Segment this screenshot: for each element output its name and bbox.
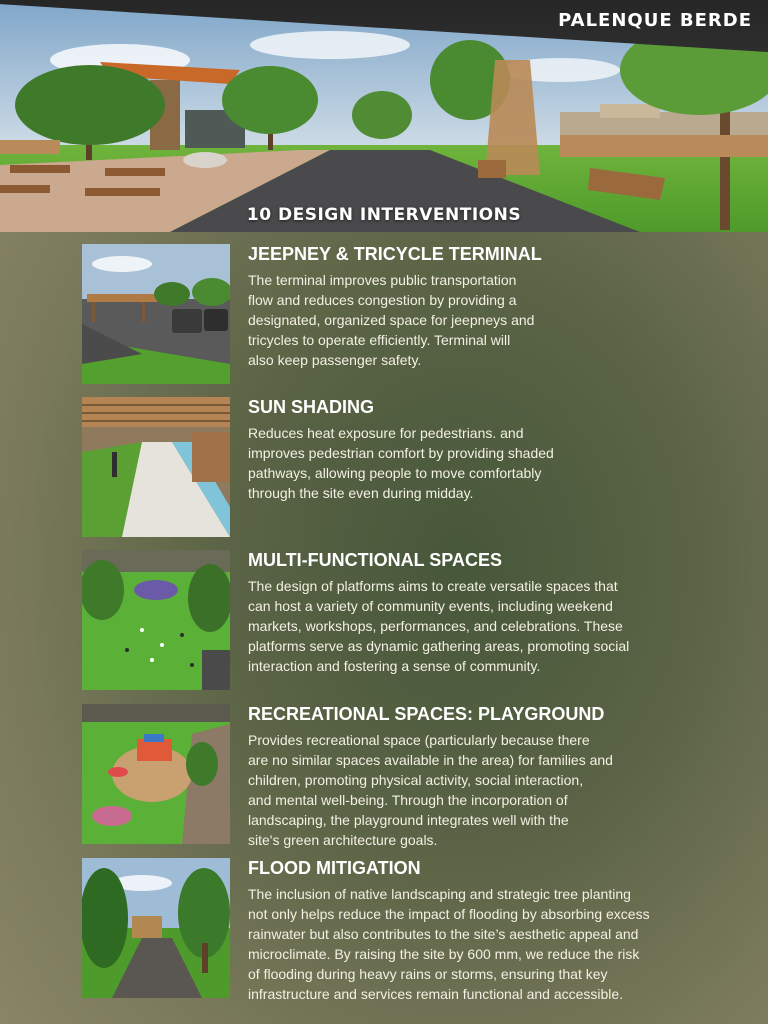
section-terminal <box>82 244 742 386</box>
description-line: through the site even during midday. <box>248 485 474 501</box>
section-sun-shading <box>82 397 742 539</box>
description-line: designated, organized space for jeepneys and <box>248 312 535 328</box>
description-line: markets, workshops, performances, and celebrations. These <box>248 618 623 634</box>
section-description <box>248 576 629 676</box>
playground-render-image <box>82 704 230 844</box>
section-title: JEEPNEY & TRICYCLE TERMINAL <box>248 244 542 264</box>
multi-functional-render-image <box>82 550 230 690</box>
hero-title: 10 DESIGN INTERVENTIONS <box>246 205 522 225</box>
section-title: MULTI-FUNCTIONAL SPACES <box>248 550 502 570</box>
section-title: FLOOD MITIGATION <box>248 858 421 878</box>
section-title: RECREATIONAL SPACES: PLAYGROUND <box>248 704 605 724</box>
description-line: site's green architecture goals. <box>248 832 438 848</box>
section-playground <box>82 704 742 846</box>
section-multi-functional <box>82 550 742 692</box>
section-description <box>248 884 650 1004</box>
description-line: microclimate. By raising the site by 600 mm, we reduce the risk <box>248 946 640 962</box>
description-line: improves pedestrian comfort by providing shaded <box>248 445 554 461</box>
description-line: infrastructure and services remain functional and accessible. <box>248 986 624 1002</box>
description-line: Reduces heat exposure for pedestrians. and <box>248 425 524 441</box>
description-line: not only helps reduce the impact of flooding by absorbing excess <box>248 906 650 922</box>
section-description <box>248 270 534 370</box>
section-description <box>248 423 554 503</box>
description-line: can host a variety of community events, including weekend <box>248 598 613 614</box>
section-description <box>248 730 613 850</box>
description-line: also keep passenger safety. <box>248 352 422 368</box>
description-line: and mental well-being. Through the incorporation of <box>248 792 568 808</box>
description-line: platforms serve as dynamic gathering areas, promoting social <box>248 638 630 654</box>
sun-shading-render-image <box>82 397 230 537</box>
flood-mitigation-render-image <box>82 858 230 998</box>
brand-title: PALENQUE BERDE <box>558 10 752 31</box>
description-line: landscaping, the playground integrates well with the <box>248 812 569 828</box>
description-line: The terminal improves public transportation <box>248 272 517 288</box>
description-line: rainwater but also contributes to the site’s aesthetic appeal and <box>248 926 639 942</box>
description-line: The design of platforms aims to create versatile spaces that <box>248 578 618 594</box>
description-line: pathways, allowing people to move comfortably <box>248 465 542 481</box>
description-line: children, promoting physical activity, social interaction, <box>248 772 584 788</box>
description-line: interaction and fostering a sense of community. <box>248 658 541 674</box>
description-line: tricycles to operate efficiently. Terminal will <box>248 332 511 348</box>
terminal-render-image <box>82 244 230 384</box>
description-line: of flooding during heavy rains or storms, ensuring that key <box>248 966 608 982</box>
description-line: are no similar spaces available in the area) for families and <box>248 752 613 768</box>
description-line: flow and reduces congestion by providing a <box>248 292 517 308</box>
section-title: SUN SHADING <box>248 397 375 417</box>
description-line: The inclusion of native landscaping and strategic tree planting <box>248 886 631 902</box>
description-line: Provides recreational space (particularly because there <box>248 732 590 748</box>
section-flood-mitigation <box>82 858 742 1000</box>
